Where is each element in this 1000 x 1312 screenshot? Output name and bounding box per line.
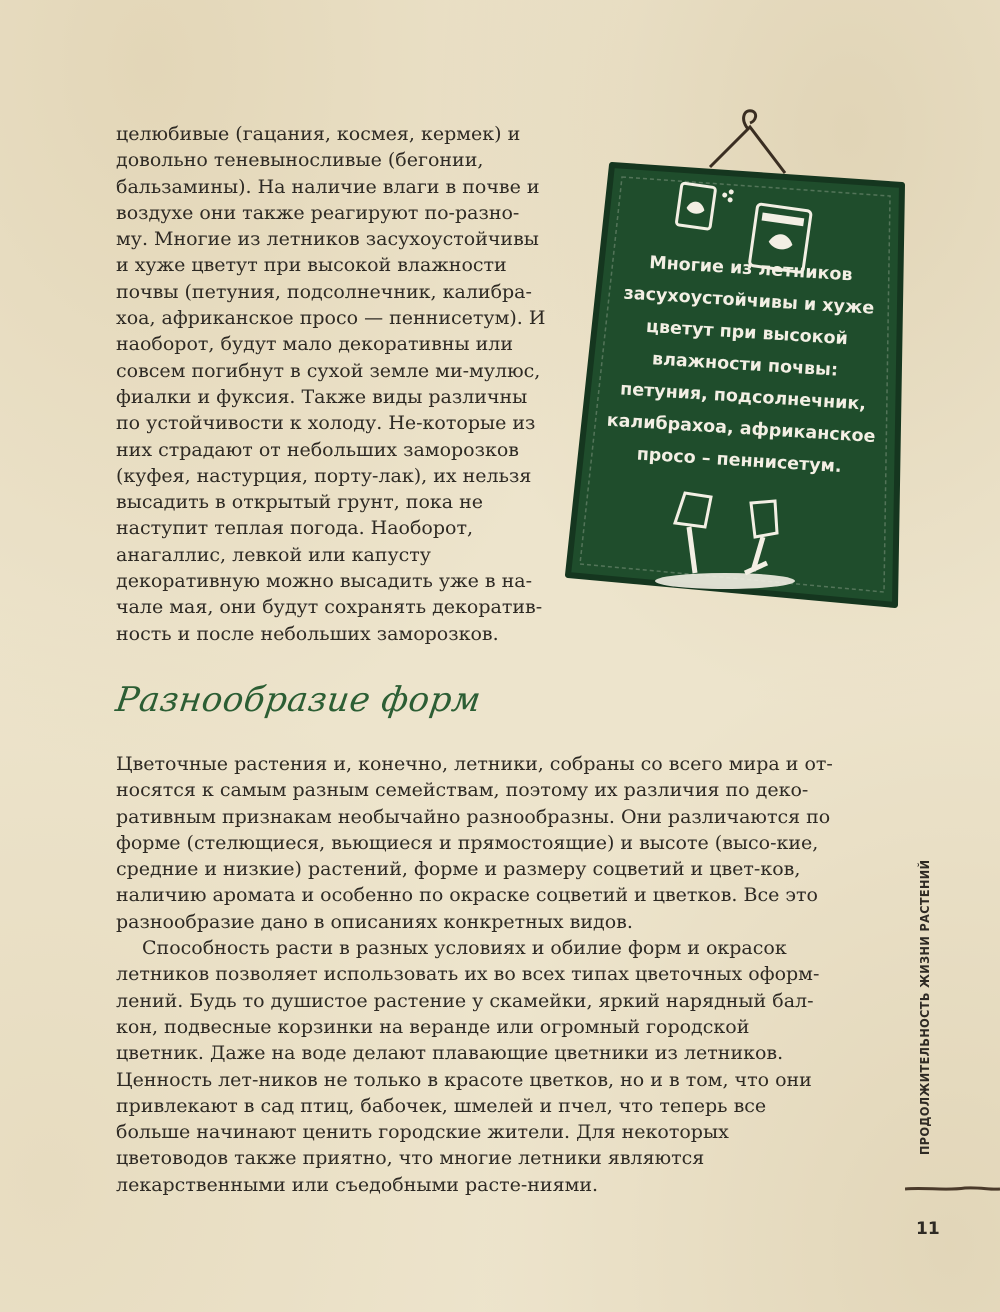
section-heading: Разнообразие форм <box>113 680 484 720</box>
chalkboard-callout <box>560 105 910 615</box>
top-paragraph: целюбивые (гацания, космея, кермек) и довольно теневыносливые (бегонии, бальзамины). На наличие влаги в почве и воздухе они также реагируют по-разно-му. Многие из летников засухоустойчивы и хуже цветут при высокой влажности почвы (петуния, подсолнечник, калибра-хоа, африканское просо — пеннисетум). И наоборот, будут мало декоративны или совсем погибнут в сухой земле ми-мулюс, фиалки и фуксия. Также виды различны по устойчивости к холоду. Не-которые из них страдают от небольших заморозков (куфея, настурция, порту-лак), их нельзя высадить в открытый грунт, пока не наступит теплая погода. Наоборот, анагаллис, левкой или капусту декоративную можно высадить уже в на-чале мая, они будут сохранять декоратив-ность и после небольших заморозков. <box>116 123 546 645</box>
main-text-block <box>116 751 836 1198</box>
top-text-column <box>116 121 546 647</box>
main-paragraph-2: Способность расти в разных условиях и обилие форм и окрасок летников позволяет использовать их во всех типах цветочных оформ-лений. Будь то душистое растение у скамейки, яркий нарядный бал-кон, подвесные корзинки на веранде или огромный городской цветник. Даже на воде делают плавающие цветники из летников. Ценность лет-ников не только в красоте цветков, но и в том, что они привлекают в сад птиц, бабочек, шмелей и пчел, что теперь все больше начинают ценить городские жители. Для некоторых цветоводов также приятно, что многие летники являются лекарственными или съедобными расте-ниями. <box>116 937 820 1196</box>
board-text: Многие из летников засухоустойчивы и хуже цветут при высокой влажности почвы: петуния, подсолнечник, калибрахоа, африканское просо – пеннисетум. <box>606 252 876 478</box>
main-paragraph-1: Цветочные растения и, конечно, летники, собраны со всего мира и от-носятся к самым разным семействам, поэтому их различия по деко-ративным признакам необычайно разнообразны. Они различаются по форме (стелющиеся, вьющиеся и прямостоящие) и высоте (высо-кие, средние и низкие) растений, форме и размеру соцветий и цвет-ков, наличию аромата и особенно по окраске соцветий и цветков. Все это разнообразие дано в описаниях конкретных видов. <box>116 753 833 933</box>
chapter-side-label: ПРОДОЛЖИТЕЛЬНОСТЬ ЖИЗНИ РАСТЕНИЙ <box>917 859 932 1155</box>
page-number: 11 <box>916 1219 940 1239</box>
page-rule <box>905 1186 1000 1192</box>
hanging-string <box>710 127 785 173</box>
